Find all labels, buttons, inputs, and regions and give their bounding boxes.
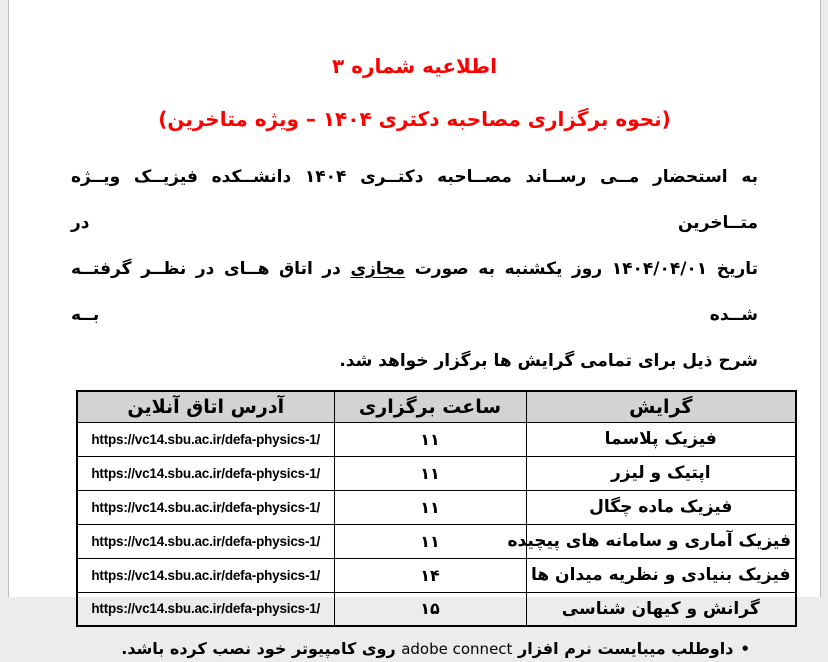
table-row [77,490,796,524]
major-cell: گرانش و کیهان شناسی [526,592,796,626]
time-cell: ۱۱ [334,524,526,558]
time-cell: ۱۱ [334,422,526,456]
table-row [77,422,796,456]
major-cell: فیزیک آماری و سامانه های پیچیده [526,524,796,558]
body-line-2-pre: تاریخ ۱۴۰۴/۰۴/۰۱ روز یکشنبه به صورت [405,259,759,279]
table-row [77,558,796,592]
major-cell: اپتیک و لیزر [526,456,796,490]
footnote-post: روی کامپیوتر خود نصب کرده باشد. [121,639,402,658]
room-url-cell: https://vc14.sbu.ac.ir/defa-physics-1/ [77,524,334,558]
time-cell: ۱۱ [334,456,526,490]
footnote-pre: داوطلب میبایست نرم افزار [512,639,734,658]
body-line-1: به استحضار مــی رســاند مصــاحبه دکتــری ۱۴۰۴ دانشــکده فیزیــک ویــژه متــاخرین در [71,167,759,233]
document-page [8,0,821,658]
time-cell: ۱۵ [334,592,526,626]
major-cell: فیزیک ماده چگال [526,490,796,524]
column-header-major: گرایش [526,391,796,422]
column-header-time: ساعت برگزاری [334,391,526,422]
table-header-row [77,391,796,422]
body-line-2 [71,246,758,338]
announcement-subtitle: (نحوه برگزاری مصاحبه دکتری ۱۴۰۴ – ویژه متاخرین) [158,107,671,131]
interview-schedule-table [76,390,797,627]
time-cell: ۱۴ [334,558,526,592]
body-line-3: شرح ذیل برای تمامی گرایش ها برگزار خواهد شد. [339,351,758,371]
body-line-2-post: در اتاق هــای در نظــر گرفتــه شــده بــه [71,259,758,325]
time-cell: ۱۱ [334,490,526,524]
column-header-url: آدرس اتاق آنلاین [77,391,334,422]
announcement-title: اطلاعیه شماره ۳ [332,54,497,78]
table-row [77,592,796,626]
room-url-cell: https://vc14.sbu.ac.ir/defa-physics-1/ [77,490,334,524]
footnote-latin: adobe connect [401,640,513,658]
table-row [77,456,796,490]
table-row [77,524,796,558]
footnote-adobe-connect [39,636,750,662]
room-url-cell: https://vc14.sbu.ac.ir/defa-physics-1/ [77,592,334,626]
room-url-cell: https://vc14.sbu.ac.ir/defa-physics-1/ [77,558,334,592]
major-cell: فیزیک بنیادی و نظریه میدان ها [526,558,796,592]
room-url-cell: https://vc14.sbu.ac.ir/defa-physics-1/ [77,422,334,456]
bullet-marker: • [740,640,750,658]
underlined-word-virtual: مجازی [350,259,406,279]
body-paragraph [71,154,758,384]
major-cell: فیزیک پلاسما [526,422,796,456]
room-url-cell: https://vc14.sbu.ac.ir/defa-physics-1/ [77,456,334,490]
